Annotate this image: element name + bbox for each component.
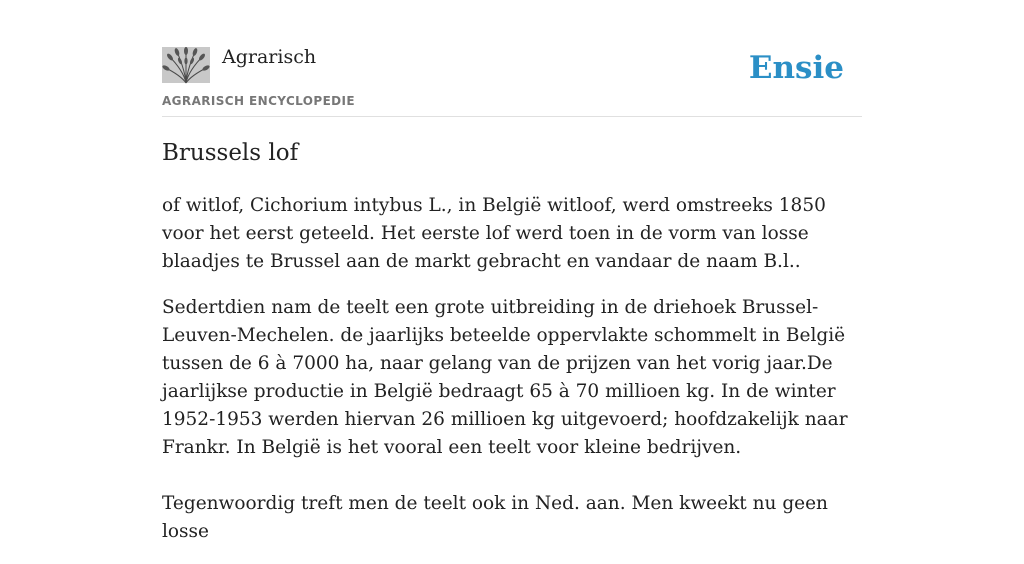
article-body — [162, 192, 862, 564]
paragraph-1: of witlof, Cichorium intybus L., in België witloof, werd omstreeks 1850 voor het eerst geteeld. Het eerste lof werd toen in de vorm van losse blaadjes te Brussel aan de markt gebracht en vandaar de naam B.l.. — [162, 195, 826, 272]
paragraph-2: Sedertdien nam de teelt een grote uitbreiding in de driehoek Brussel-Leuven-Mechelen. de jaarlijks beteelde oppervlakte schommelt in België tussen de 6 à 7000 ha, naar gelang van de prijzen van het vorig jaar.De jaarlijkse productie in België bedraagt 65 à 70 millioen kg. In de winter 1952-1953 werden hiervan 26 millioen kg uitgevoerd; hoofdzakelijk naar Frankr. In België is het vooral een teelt voor kleine bedrijven. — [162, 297, 848, 458]
site-subtitle: AGRARISCH ENCYCLOPEDIE — [162, 94, 355, 108]
wheat-icon[interactable] — [162, 47, 210, 83]
site-name[interactable]: Agrarisch — [222, 46, 317, 68]
brand-logo[interactable]: Ensie — [748, 50, 844, 86]
page — [162, 0, 862, 542]
paragraph-3: Tegenwoordig treft men de teelt ook in Ned. aan. Men kweekt nu geen losse — [162, 493, 828, 542]
site-header — [162, 0, 862, 117]
page-title: Brussels lof — [162, 140, 299, 166]
